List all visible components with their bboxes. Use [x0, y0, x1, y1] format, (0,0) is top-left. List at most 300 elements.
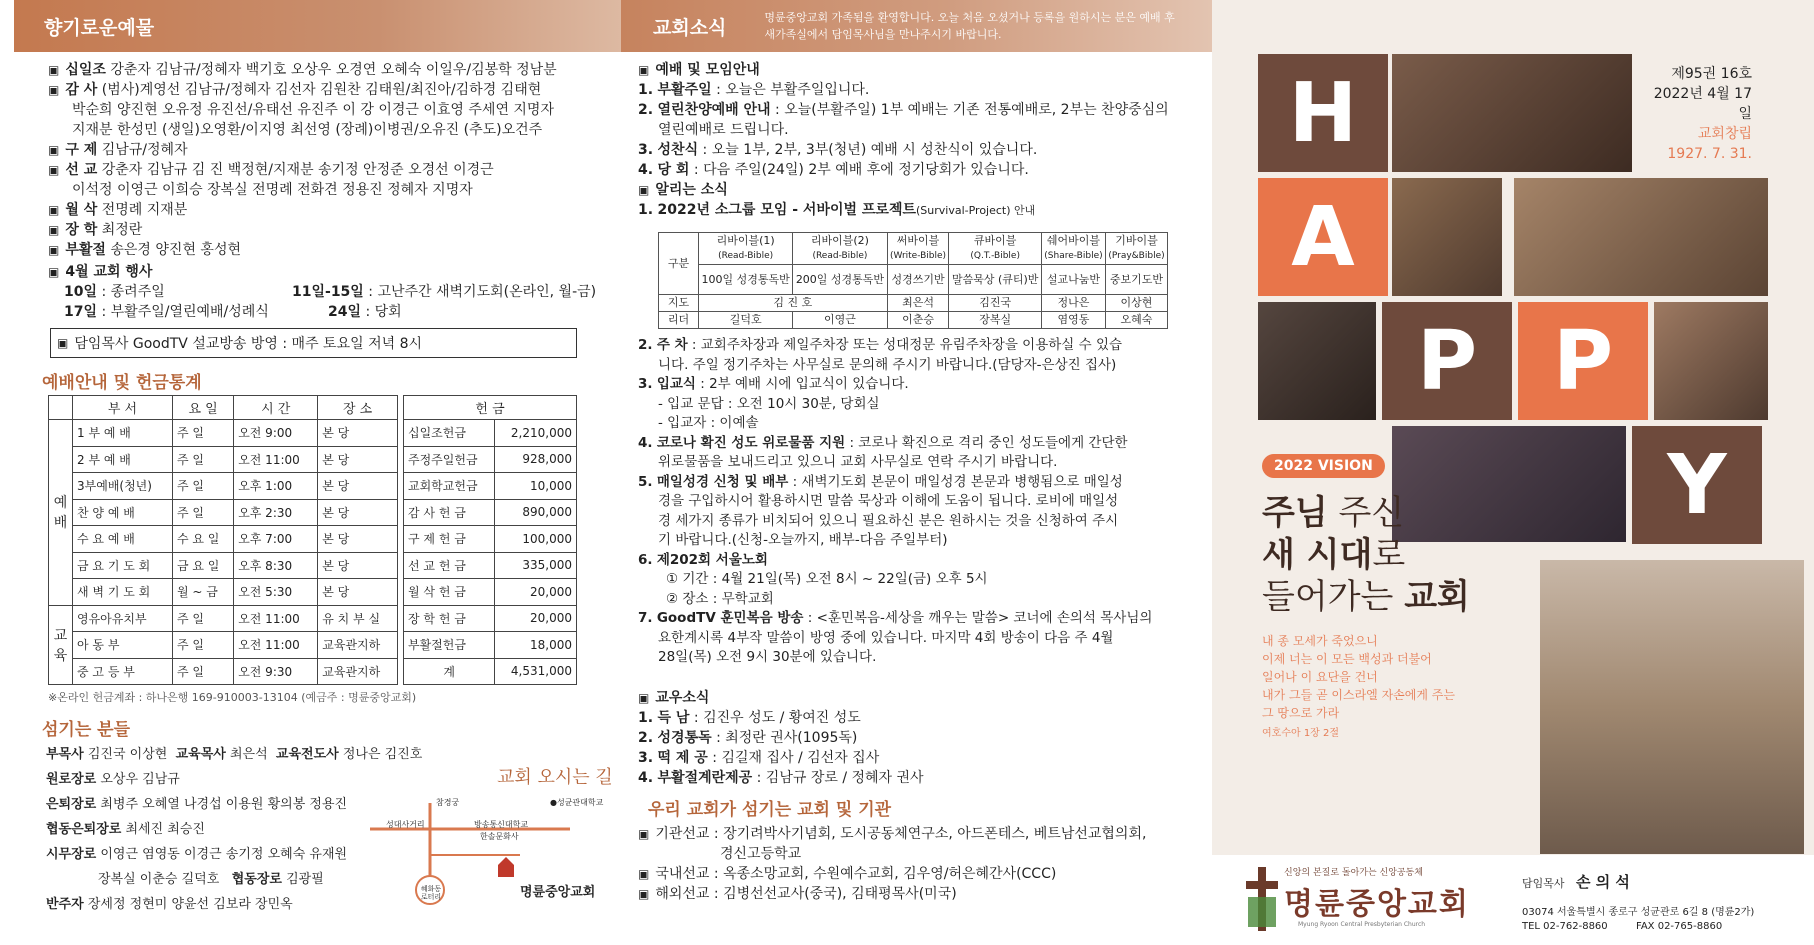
cell: 본 당	[318, 420, 398, 447]
vision-strong: 주님	[1262, 493, 1328, 533]
table-row	[404, 632, 577, 659]
col-title: 리바이블(1)	[716, 234, 775, 247]
item-text: : 최정란 권사(1095독)	[711, 730, 858, 746]
map-label: 혜화동로터리	[420, 885, 442, 901]
item-text: : 코로나 확진으로 격리 중인 성도들에게 간단한	[845, 434, 1128, 451]
welcome-text: 명륜중앙교회 가족됨을 환영합니다. 오늘 처음 오셨거나 등록을 원하시는 분은 예배 후 새가족실에서 담임목사님을 만나주시기 바랍니다.	[764, 11, 1175, 41]
item-number: 1.	[638, 202, 654, 218]
offering-names: 김남규/정혜자	[101, 142, 188, 158]
table-row	[49, 526, 398, 553]
cell: 최은석	[887, 295, 949, 312]
col-title: 써바이블	[896, 234, 940, 247]
item-title: 득 남	[657, 710, 690, 726]
cell: 본 당	[318, 473, 398, 500]
table-row	[49, 658, 398, 685]
smallgroup-table	[658, 232, 1168, 329]
section-title: 예배 및 모임안내	[655, 62, 760, 78]
logo-english: Myung Ryoon Central Presbyterian Church	[1298, 921, 1426, 928]
org-row: ▣ 기관선교 : 장기려박사기념회, 도시공동체연구소, 아드폰테스, 베트남선교협의회,	[638, 826, 1147, 842]
offering-names: 송은경 양진현 홍성현	[110, 242, 241, 258]
item-number: 4.	[638, 770, 654, 786]
item-title: 부활주일	[657, 82, 712, 98]
vision-strong: 새 시대	[1262, 535, 1373, 575]
cell: 본 당	[318, 446, 398, 473]
cell: 20,000	[495, 579, 577, 606]
item-title: 성찬식	[657, 142, 699, 158]
family-photo	[1654, 302, 1768, 420]
item-text: 경을 구입하시어 활용하시면 말씀 묵상과 이해에 도움이 됩니다. 로비에 매일성	[658, 493, 1119, 509]
serving-role: 협동은퇴장로	[46, 822, 122, 837]
news-item	[638, 140, 1169, 160]
serving-names: 김진국 이상현	[87, 747, 168, 762]
item-title: 코로나 확진 성도 위로물품 지원	[656, 434, 846, 451]
cell: 335,000	[495, 552, 577, 579]
cell: 18,000	[495, 632, 577, 659]
table-row	[49, 605, 398, 632]
verse-line: 일어나 이 요단을 건너	[1262, 670, 1378, 684]
item-text: 열린예배로 드립니다.	[658, 122, 789, 138]
cover-footer	[1212, 855, 1814, 945]
news-item	[638, 200, 1169, 221]
news-item	[638, 160, 1169, 180]
account-note: ※온라인 헌금계좌 : 하나은행 169-910003-13104 (예금주 : 명륜중앙교회)	[48, 691, 417, 704]
gtv-text: 담임목사 GoodTV 설교방송 방영 : 매주 토요일 저녁 8시	[74, 336, 422, 352]
cell: 새 벽 기 도 회	[73, 579, 173, 606]
tile-letter: Y	[1667, 437, 1727, 533]
item-number: 2.	[638, 102, 654, 118]
item-text: 니다. 주일 정기주차는 사무실로 문의해 주시기 바랍니다.(담당자-은상진 집사)	[658, 356, 1117, 373]
cell: 정나은	[1041, 295, 1105, 312]
tile-p2	[1518, 302, 1648, 420]
serving-names: 김광필	[286, 872, 324, 887]
table-row	[404, 605, 577, 632]
cell: 오후 1:00	[234, 473, 318, 500]
cell: 본 당	[318, 552, 398, 579]
issue-number: 제95권 16호	[1671, 66, 1752, 82]
event-row: 17일 : 부활주일/열린예배/성례식 24일 : 당회	[64, 304, 402, 320]
col-sub: (Share-Bible)	[1044, 251, 1103, 261]
event-row: 10일 : 종려주일 11일-15일 : 고난주간 새벽기도회(온라인, 월-금)	[64, 284, 597, 300]
serving-list	[46, 742, 422, 917]
cell: 이영근	[793, 312, 887, 329]
vision-line	[1262, 492, 1470, 534]
cell: 2,210,000	[495, 420, 577, 447]
item-text: : 오늘은 부활주일입니다.	[711, 82, 870, 98]
serving-role: 협동장로	[231, 872, 282, 887]
cell: 100,000	[495, 526, 577, 553]
cell: 금 요 기 도 회	[73, 552, 173, 579]
cell	[1105, 233, 1167, 265]
pastor-photo	[1392, 54, 1632, 172]
vision-normal: 로	[1372, 535, 1406, 575]
cell: 10,000	[495, 473, 577, 500]
offering-row: ▣ 장 학 최정란	[48, 222, 143, 238]
item-text: : 2부 예배 시에 입교식이 있습니다.	[695, 376, 909, 392]
group-photo-1	[1392, 178, 1502, 296]
cell: 오후 2:30	[234, 499, 318, 526]
cell: 오전 5:30	[234, 579, 318, 606]
item-title: 주 차	[656, 337, 688, 353]
org-names: : 김병선선교사(중국), 김태평목사(미국)	[709, 886, 957, 902]
scripture-verse	[1262, 632, 1455, 722]
header-cell: 헌 금	[404, 396, 577, 420]
offering-names: 강춘자 김남규 김 진 백정현/지재분 송기정 안정준 오경선 이경근	[101, 162, 494, 178]
event-text: 종려주일	[110, 284, 165, 300]
serving-role: 은퇴장로	[46, 797, 97, 812]
col-sub: (Read-Bible)	[718, 251, 774, 261]
cell: 본 당	[318, 579, 398, 606]
offering-banner	[14, 0, 621, 52]
item-number: 3.	[638, 376, 653, 392]
item-text: 28일(목) 오전 9시 30분에 있습니다.	[658, 649, 877, 665]
cell: 928,000	[495, 446, 577, 473]
map-label: 방송통신대학교	[474, 820, 529, 829]
serving-names: 오상우 김남규	[100, 772, 180, 787]
item-text: 경 세가지 종류가 비치되어 있으니 필요하신 분은 원하시는 것을 신청하여 주시	[658, 512, 1119, 529]
cell: 월 삭 헌 금	[404, 579, 495, 606]
col-sub: (Write-Bible)	[889, 251, 947, 261]
header-cell: 시 간	[234, 396, 318, 420]
section-title: 알리는 소식	[655, 182, 728, 198]
org-list	[638, 824, 1146, 904]
cell: 100일 성경통독반	[699, 265, 793, 295]
table-row	[404, 499, 577, 526]
event-text: 부활주일/열린예배/성례식	[110, 304, 269, 320]
serving-names: 장세정 정현미 양윤선 김보라 장민옥	[87, 897, 293, 912]
founded-date: 1927. 7. 31.	[1667, 146, 1752, 162]
cell: 오전 9:00	[234, 420, 318, 447]
cell: 주 일	[172, 499, 233, 526]
item-text: ① 기간 : 4월 21일(목) 오전 8시 ~ 22일(금) 오후 5시	[666, 571, 988, 587]
table-row	[659, 265, 1168, 295]
table-row	[49, 473, 398, 500]
news-section-2	[638, 336, 1152, 668]
tile-letter: H	[1288, 65, 1358, 161]
logo-tagline: 신앙의 본질로 돌아가는 신앙공동체	[1284, 868, 1423, 878]
news-item	[638, 434, 1152, 454]
offering-list	[48, 60, 557, 282]
schedule-table	[48, 395, 398, 685]
offering-label: 구 제	[65, 142, 98, 158]
item-title: 열린찬양예배 안내	[657, 102, 771, 118]
cell: 리더	[659, 312, 699, 329]
offering-names: 이석정 이영근 이희승 장복실 전명례 전화견 정용진 정혜자 지명자	[72, 182, 473, 198]
item-number: 3.	[638, 750, 654, 766]
cell: 장 학 헌 금	[404, 605, 495, 632]
cell: 김진국	[949, 295, 1042, 312]
news-item	[638, 551, 1152, 571]
church-tel: TEL 02-762-8860	[1522, 921, 1608, 932]
serving-row	[46, 742, 422, 767]
event-text: 당회	[374, 304, 402, 320]
news-item	[638, 375, 1152, 395]
org-names: : 장기려박사기념회, 도시공동체연구소, 아드폰테스, 베트남선교협의회,	[709, 826, 1147, 842]
serving-row	[46, 867, 422, 892]
serving-title: 섬기는 분들	[42, 720, 131, 740]
offering-row: ▣ 감 사 (범사)계영선 김남규/정혜자 김선자 김원찬 김태원/최진아/김하경 김태현	[48, 82, 542, 98]
map-label: 참경궁	[436, 798, 460, 807]
col-sub: (Pray&Bible)	[1108, 251, 1165, 261]
item-title: GoodTV 훈민복음 방송	[656, 610, 804, 626]
verse-line: 내가 그들 곧 이스라엘 자손에게 주는	[1262, 688, 1455, 702]
serving-row	[46, 842, 422, 867]
news-section-3	[638, 688, 924, 788]
item-title: 당 회	[657, 162, 690, 178]
offering-label: 부활절	[65, 242, 106, 258]
cell: 2 부 예 배	[73, 446, 173, 473]
sermon-photo	[1258, 302, 1376, 420]
item-text: : 김진우 성도 / 황여진 성도	[689, 710, 861, 726]
cell: 1 부 예 배	[73, 420, 173, 447]
table-row	[404, 446, 577, 473]
cell: 부활절헌금	[404, 632, 495, 659]
serving-row	[46, 792, 422, 817]
serving-role: 교육전도사	[275, 747, 339, 762]
cell: 십일조헌금	[404, 420, 495, 447]
offering-header	[404, 396, 577, 420]
table-row	[404, 579, 577, 606]
group-label: 교육	[49, 605, 73, 685]
item-text: : 교회주차장과 제일주차장 또는 성대정문 유림주차장을 이용하실 수 있습	[687, 337, 1123, 353]
cell: 감 사 헌 금	[404, 499, 495, 526]
cell: 오전 9:30	[234, 658, 318, 685]
item-text: : 오늘 1부, 2부, 3부(청년) 예배 시 성찬식이 있습니다.	[698, 142, 1038, 158]
item-title: 성경통독	[657, 730, 712, 746]
cell: 영유아유치부	[73, 605, 173, 632]
org-names: : 옥종소망교회, 수원예수교회, 김우영/허은혜간사(CCC)	[709, 866, 1057, 882]
tile-a	[1258, 178, 1388, 296]
item-title: 떡 제 공	[657, 750, 708, 766]
cell: 200일 성경통독반	[793, 265, 887, 295]
cell: 주 일	[172, 446, 233, 473]
item-title: 부활절계란제공	[657, 770, 753, 786]
offering-label: 선 교	[65, 162, 98, 178]
item-text: : 오늘(부활주일) 1부 예배는 기존 전통예배로, 2부는 찬양중심의	[770, 102, 1169, 118]
pastor-name: 손 의 석	[1576, 873, 1630, 891]
tile-y	[1632, 426, 1762, 544]
cell: 말씀묵상 (큐티)반	[949, 265, 1042, 295]
table-row	[49, 632, 398, 659]
serving-role: 시무장로	[46, 847, 97, 862]
cell	[887, 233, 949, 265]
news-item	[638, 336, 1152, 356]
table-row	[404, 526, 577, 553]
news-section-1	[638, 60, 1169, 221]
cell: 4,531,000	[495, 658, 577, 685]
offering-names: 지재분 한성민 (생일)오영환/이지영 최선영 (장례)이병권/오유진 (추도)오건주	[72, 122, 543, 138]
tile-h	[1258, 54, 1388, 172]
table-row	[49, 420, 398, 447]
offering-names: 전명례 지재분	[101, 202, 188, 218]
banner-title: 교회소식	[653, 16, 727, 39]
table-row	[404, 658, 577, 685]
events-title-text: 4월 교회 행사	[65, 264, 153, 280]
item-number: 1.	[638, 710, 654, 726]
table-row	[49, 446, 398, 473]
event-date: 10일	[64, 284, 98, 300]
serving-names: 최은석	[229, 747, 268, 762]
verse-line: 이제 너는 이 모든 백성과 더불어	[1262, 652, 1432, 666]
serving-names: 최병주 오혜열 나경섭 이용원 황의봉 정용진	[100, 797, 348, 812]
serving-row	[46, 767, 422, 792]
group-photo-2	[1514, 178, 1768, 296]
item-number: 2.	[638, 730, 654, 746]
cell: 890,000	[495, 499, 577, 526]
cell: 설교나눔반	[1041, 265, 1105, 295]
church-address: 03074 서울특별시 종로구 성균관로 6길 8 (명륜2가)	[1522, 907, 1755, 918]
cell: 중보기도반	[1105, 265, 1167, 295]
offering-table	[403, 395, 577, 685]
org-row: ▣ 해외선교 : 김병선선교사(중국), 김태평목사(미국)	[638, 886, 957, 902]
cell: 이춘승	[887, 312, 949, 329]
table-row	[49, 499, 398, 526]
item-text: : 새벽기도회 본문이 매일성경 본문과 병행됨으로 매일성	[788, 473, 1123, 490]
cell: 주 일	[172, 473, 233, 500]
news-item	[638, 473, 1152, 493]
schedule-header	[49, 396, 398, 420]
item-title: 매일성경 신청 및 배부	[656, 473, 789, 490]
cell: 이상현	[1105, 295, 1167, 312]
item-text: : 김남규 장로 / 정혜자 권사	[752, 770, 924, 786]
item-number: 1.	[638, 82, 654, 98]
vision-normal: 주신	[1327, 493, 1405, 533]
event-date: 17일	[64, 304, 98, 320]
header-blank	[49, 396, 73, 420]
cell: 수 요 일	[172, 526, 233, 553]
news-item	[638, 609, 1152, 629]
item-number: 4.	[638, 434, 653, 451]
item-text: : 다음 주일(24일) 2부 예배 후에 정기당회가 있습니다.	[689, 162, 1029, 178]
table-row	[404, 420, 577, 447]
verse-line: 그 땅으로 가라	[1262, 706, 1340, 720]
issue-date: 2022년 4월 17일	[1653, 86, 1752, 122]
cell: 성경쓰기반	[887, 265, 949, 295]
serving-names: 최세진 최승진	[125, 822, 205, 837]
map-label: 한솔문화사	[480, 832, 519, 841]
logo-name: 명륜중앙교회	[1284, 887, 1470, 922]
table-row	[404, 473, 577, 500]
cell: 유 치 부 실	[318, 605, 398, 632]
item-text: : <훈민복음-세상을 깨우는 말씀> 코너에 손의석 목사님의	[803, 610, 1153, 626]
header-cell: 장 소	[318, 396, 398, 420]
cell: 장복실	[949, 312, 1042, 329]
church-building-photo	[1540, 560, 1804, 854]
vision-line	[1262, 576, 1470, 618]
offering-label: 십일조	[65, 62, 106, 78]
cell: 계	[404, 658, 495, 685]
cell: 구분	[659, 233, 699, 295]
org-title: 우리 교회가 섬기는 교회 및 기관	[648, 800, 892, 820]
cell: 지도	[659, 295, 699, 312]
banner-title: 향기로운예물	[44, 16, 155, 39]
header-cell: 부 서	[73, 396, 173, 420]
map-label: ●성균관대학교	[550, 798, 604, 807]
church-map	[370, 795, 605, 905]
cell: 주 일	[172, 420, 233, 447]
cell: 본 당	[318, 499, 398, 526]
cell: 오후 8:30	[234, 552, 318, 579]
founded-label: 교회창립	[1697, 126, 1752, 142]
org-kind: 국내선교	[655, 866, 710, 882]
offering-row: ▣ 십일조 강춘자 김남규/정혜자 백기호 오상우 오경연 오혜숙 이일우/김봉학 정남분	[48, 62, 557, 78]
cell: 찬 양 예 배	[73, 499, 173, 526]
cell: 오후 7:00	[234, 526, 318, 553]
cell: 길덕호	[699, 312, 793, 329]
col-title: 큐바이블	[973, 234, 1017, 247]
serving-role: 부목사	[46, 747, 84, 762]
vision-badge: 2022 VISION	[1262, 454, 1385, 478]
item-text: - 입교자 : 이예솔	[658, 415, 759, 431]
cell: 주 일	[172, 632, 233, 659]
col-title: 기바이블	[1115, 234, 1158, 247]
serving-row	[46, 892, 422, 917]
tile-letter: P	[1416, 313, 1478, 409]
col-sub: (Q.T.-Bible)	[970, 251, 1020, 261]
map-label: 성대사거리	[386, 820, 425, 829]
offering-names: 강춘자 김남규/정혜자 백기호 오상우 오경연 오혜숙 이일우/김봉학 정남분	[110, 62, 557, 78]
org-row: ▣ 국내선교 : 옥종소망교회, 수원예수교회, 김우영/허은혜간사(CCC)	[638, 866, 1057, 882]
event-date: 11일-15일	[292, 284, 364, 300]
org-kind: 기관선교	[655, 826, 710, 842]
map-church-label: 명륜중앙교회	[520, 885, 596, 900]
cell: 김 진 호	[699, 295, 888, 312]
group-label: 예배	[49, 420, 73, 606]
tile-letter: A	[1291, 189, 1355, 285]
vision-strong: 교회	[1404, 577, 1470, 617]
vision-normal: 들어가는	[1262, 577, 1405, 617]
cell: 수 요 예 배	[73, 526, 173, 553]
offering-label: 장 학	[65, 222, 98, 238]
news-item	[638, 708, 924, 728]
item-title: 제202회 서울노회	[656, 551, 768, 568]
cell: 교육관지하	[318, 632, 398, 659]
item-text: - 입교 문답 : 오전 10시 30분, 당회실	[658, 395, 880, 412]
news-item	[638, 728, 924, 748]
cell: 구 제 헌 금	[404, 526, 495, 553]
news-item	[638, 768, 924, 788]
item-text: 위로물품을 보내드리고 있으니 교회 사무실로 연락 주시기 바랍니다.	[658, 454, 1058, 470]
cell: 주정주일헌금	[404, 446, 495, 473]
cell: 오전 11:00	[234, 446, 318, 473]
item-text: 기 바랍니다.(신청-오늘까지, 배부-다음 주일부터)	[658, 532, 948, 548]
serving-role: 교육목사	[175, 747, 226, 762]
cell	[793, 233, 887, 265]
section-header: ▣ 교우소식	[638, 690, 710, 706]
verse-line: 내 종 모세가 죽었으니	[1262, 634, 1378, 648]
cell: 주 일	[172, 658, 233, 685]
col-title: 쉐어바이블	[1046, 234, 1101, 247]
item-title: 2022년 소그룹 모임 - 서바이벌 프로젝트	[657, 202, 916, 218]
item-text: 요한계시록 4부작 말씀이 방영 중에 있습니다. 마지막 4회 방송이 다음 주 4월	[658, 629, 1114, 646]
serving-role: 반주자	[46, 897, 84, 912]
news-item	[638, 100, 1169, 120]
table-row	[659, 312, 1168, 329]
vision-line	[1262, 534, 1470, 576]
cell: 월 ~ 금	[172, 579, 233, 606]
cell: 오전 11:00	[234, 605, 318, 632]
event-2: 11일-15일 : 고난주간 새벽기도회(온라인, 월-금)	[292, 284, 597, 300]
serving-row	[46, 817, 422, 842]
verse-reference: 여호수아 1장 2절	[1262, 728, 1340, 739]
item-number: 3.	[638, 142, 654, 158]
table-row	[404, 552, 577, 579]
item-text: ② 장소 : 무학교회	[666, 590, 774, 607]
table-row	[49, 552, 398, 579]
events-list	[64, 282, 597, 322]
serving-names: 장복실 이춘승 길덕호	[98, 872, 220, 887]
table-row	[659, 233, 1168, 265]
cell: 교회학교헌금	[404, 473, 495, 500]
